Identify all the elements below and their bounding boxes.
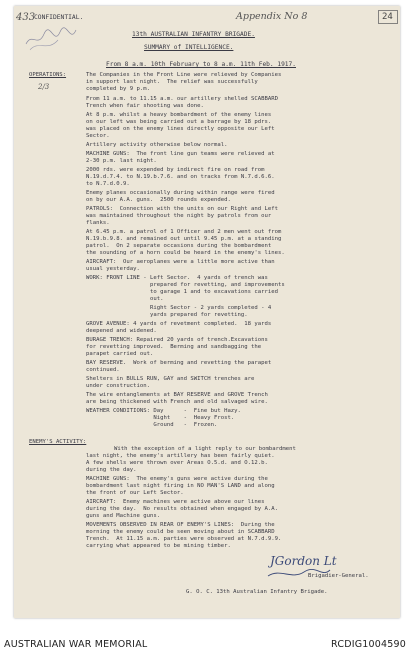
enemy-line: last night, the enemy's artillery has been fairly quiet. [86, 453, 275, 459]
footer-record-id: RCDIG1004590 [331, 639, 406, 650]
work-line: are being thickened with French and old salvaged wire. [86, 399, 268, 405]
work-line: out. [86, 296, 164, 302]
enemy-line: the front of our Left Sector. [86, 490, 184, 496]
enemy-line: MOVEMENTS OBSERVED IN REAR OF ENEMY'S LINES: During the [86, 522, 275, 528]
footer-institution: AUSTRALIAN WAR MEMORIAL [4, 639, 148, 650]
work-line: WORK: FRONT LINE - Left Sector. 4 yards of trench was [86, 275, 268, 281]
archive-footer [0, 622, 412, 654]
operations-line: MACHINE GUNS: The front line gun teams were relieved at [86, 151, 275, 157]
work-line: The wire entanglements at BAY RESERVE and GROVE Trench [86, 392, 268, 398]
summary-title: SUMMARY of INTELLIGENCE. [144, 44, 234, 51]
operations-line: Sector. [86, 133, 110, 139]
enemy-line: during the day. [86, 467, 137, 473]
document-page [14, 6, 400, 618]
operations-line: flanks. [86, 220, 110, 226]
operations-line: patrol. On 2 separate occasions during the bombardment [86, 243, 272, 249]
work-line: Shelters in BULLS RUN, GAY and SWITCH trenches are [86, 376, 255, 382]
work-line: BAY RESERVE. Work of berming and revetting the parapet [86, 360, 272, 366]
work-line: WEATHER CONDITIONS: Day - Fine but Hazy. [86, 408, 241, 414]
operations-line: in support last night. The relief was successfully [86, 79, 258, 85]
enemy-line: A few shells were thrown over Areas O.5.d. and O.12.b. [86, 460, 268, 466]
work-line: prepared for revetting, and improvements [86, 282, 285, 288]
work-line: parapet carried out. [86, 351, 154, 357]
operations-line: N.19.b.9.8. and remained out until 9.45 p.m. at a standing [86, 236, 282, 242]
operations-line: AIRCRAFT: Our aeroplanes were a little more active than [86, 259, 275, 265]
work-line: GROVE AVENUE: 4 yards of revetment completed. 18 yards [86, 321, 272, 327]
operations-line: to N.7.d.0.9. [86, 181, 130, 187]
work-line: deepened and widened. [86, 328, 157, 334]
operations-line: the sounding of a horn could be heard in the enemy's lines. [86, 250, 285, 256]
period-line: From 8 a.m. 10th February to 8 a.m. 11th Feb. 1917. [106, 61, 296, 68]
pencil-annotation [24, 26, 79, 52]
operations-line: on our left was being carried out a barrage by 18 pdrs. [86, 119, 272, 125]
work-line: Night - Heavy Frost. [86, 415, 235, 421]
page-number: 24 [382, 12, 393, 22]
operations-line: on by our A.A. guns. 2500 rounds expended. [86, 197, 231, 203]
signature-handwritten: JGordon Lt [270, 554, 337, 568]
operations-line: At 6.45 p.m. a patrol of 1 Officer and 2 men went out from [86, 229, 282, 235]
enemy-line: during the day. No results obtained when engaged by A.A. [86, 506, 278, 512]
margin-note-number: 433 [16, 12, 36, 23]
work-line: yards prepared for revetting. [86, 312, 248, 318]
work-line: to garage 1 and to excavations carried [86, 289, 278, 295]
margin-note-ref: 2/3 [38, 83, 50, 91]
signature-title: G. O. C. 13th Australian Infantry Brigade. [186, 589, 328, 595]
work-line: continued. [86, 367, 120, 373]
work-line: BURAGE TRENCH: Repaired 20 yards of trench.Excavations [86, 337, 268, 343]
classification-label: CONFIDENTIAL. [34, 14, 84, 21]
appendix-label: Appendix No 8 [236, 11, 308, 22]
operations-line: 2-30 p.m. last night. [86, 158, 157, 164]
unit-heading: 13th AUSTRALIAN INFANTRY BRIGADE. [132, 31, 255, 38]
enemy-line: guns and Machine guns. [86, 513, 161, 519]
operations-line: was placed on the enemy lines directly opposite our Left [86, 126, 275, 132]
operations-line: usual yesterday. [86, 266, 140, 272]
enemy-line: morning the enemy could be seen moving about in SCABBARD [86, 529, 275, 535]
work-line: Ground - Frozen. [86, 422, 218, 428]
signature-rank: Brigadier-General. [308, 573, 369, 579]
operations-line: Artillery activity otherwise below normal. [86, 142, 228, 148]
operations-line: PATROLS: Connection with the units on our Right and Left [86, 206, 278, 212]
operations-line: The Companies in the Front Line were relieved by Companies [86, 72, 282, 78]
operations-label: OPERATIONS: [29, 72, 67, 78]
operations-line: From 11 a.m. to 11.15 a.m. our artillery shelled SCABBARD [86, 96, 278, 102]
enemy-line: AIRCRAFT: Enemy machines were active above our lines [86, 499, 265, 505]
enemy-line: bombardment last night firing in NO MAN'S LAND and along [86, 483, 275, 489]
enemy-line: Trench. At 11.15 a.m. parties were observed at N.7.d.9.9. [86, 536, 282, 542]
operations-line: 2000 rds. were expended by indirect fire on road from [86, 167, 265, 173]
work-line: Right Sector - 2 yards completed - 4 [86, 305, 272, 311]
work-line: under construction. [86, 383, 150, 389]
enemy-line: MACHINE GUNS: The enemy's guns were active during the [86, 476, 268, 482]
operations-line: At 8 p.m. whilst a heavy bombardment of the enemy lines [86, 112, 272, 118]
operations-line: was maintained throughout the night by patrols from our [86, 213, 272, 219]
work-line: for revetting improved. Berming and sandbagging the [86, 344, 262, 350]
operations-line: completed by 9 p.m. [86, 86, 150, 92]
enemy-line: carrying what appeared to be mining timber. [86, 543, 231, 549]
operations-line: Trench when fair shooting was done. [86, 103, 204, 109]
enemys-activity-label: ENEMY'S ACTIVITY: [29, 439, 87, 445]
enemy-line: With the exception of a light reply to our bombardment [114, 446, 296, 452]
operations-line: Enemy planes occasionally during within range were fired [86, 190, 275, 196]
operations-line: N.19.d.7.4. to N.19.b.7.6. and on tracks from N.7.d.6.6. [86, 174, 275, 180]
